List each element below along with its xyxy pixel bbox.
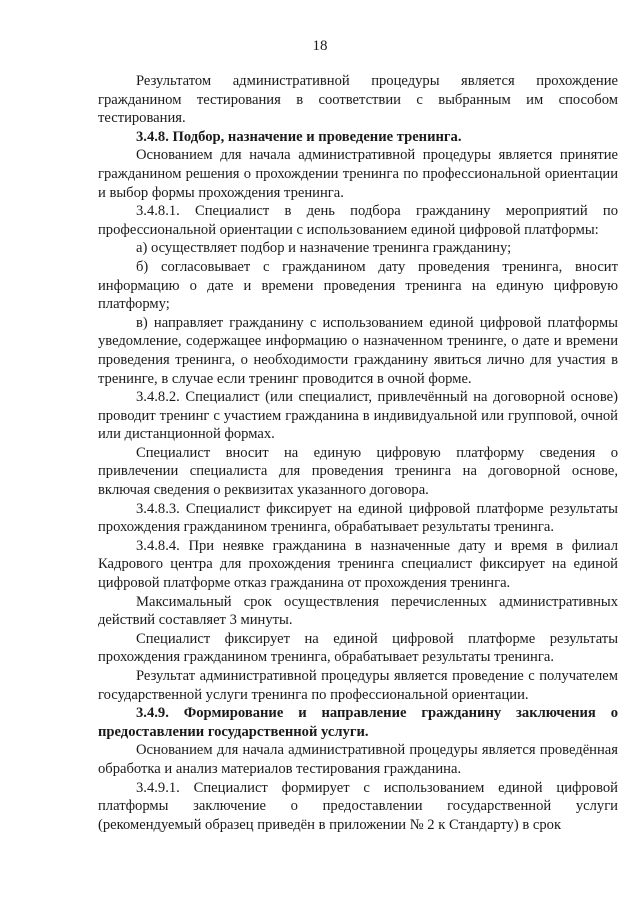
list-item-v: в) направляет гражданину с использованием единой цифровой платформы уведомление, содержащее информацию о назначенном тренинге, о дате и времени проведения тренинга, о необходимости гражданину явиться лично для участия в тренинге, в случае если тренинг проводится в очной форме. [98,314,618,387]
paragraph-result-training: Результат административной процедуры является проведение с получателем государственной услуги тренинга по профессиональной ориентации. [98,668,618,703]
paragraph-basis-training: Основанием для начала административной процедуры является принятие гражданином решения о прохождении тренинга по профессиональной ориентации и выбор формы прохождения тренинга. [98,147,618,201]
paragraph-3-4-8-4: 3.4.8.4. При неявке гражданина в назначенные дату и время в филиал Кадрового центра для прохождения тренинга специалист фиксирует на единой цифровой платформе отказ гражданина от прохождения тренинга. [98,537,618,592]
paragraph-3-4-8-1: 3.4.8.1. Специалист в день подбора гражданину мероприятий по профессиональной ориентации с использованием единой цифровой платформы: [98,203,618,238]
paragraph-basis-conclusion: Основанием для начала административной процедуры является проведённая обработка и анализ материалов тестирования гражданина. [98,742,618,777]
paragraph-3-4-8-2: 3.4.8.2. Специалист (или специалист, привлечённый на договорной основе) проводит тренинг с участием гражданина в индивидуальной или групповой, очной или дистанционной формах. [98,389,618,443]
document-body [98,72,618,834]
paragraph-3-4-9-1: 3.4.9.1. Специалист формирует с использованием единой цифровой платформы заключение о предоставлении государственной услуги (рекомендуемый образец приведён в приложении № 2 к Стандарту) в срок [98,779,618,833]
list-item-b: б) согласовывает с гражданином дату проведения тренинга, вносит информацию о дате и времени проведения тренинга на единую цифровую платформу; [98,258,618,313]
paragraph-specialist-contract: Специалист вносит на единую цифровую платформу сведения о привлечении специалиста для проведения тренинга на договорной основе, включая сведения о реквизитах указанного договора. [98,444,618,499]
section-heading-3-4-8: 3.4.8. Подбор, назначение и проведение тренинга. [136,128,462,145]
list-item-a: а) осуществляет подбор и назначение тренинга гражданину; [136,240,512,257]
paragraph-max-time: Максимальный срок осуществления перечисленных административных действий составляет 3 минуты. [98,593,618,629]
paragraph-result-testing: Результатом административной процедуры является прохождение гражданином тестирования в соответствии с выбранным им способом тестирования. [98,73,618,127]
paragraph-3-4-8-3: 3.4.8.3. Специалист фиксирует на единой цифровой платформе результаты прохождения гражданином тренинга, обрабатывает результаты тренинга. [98,500,618,536]
paragraph-specialist-records: Специалист фиксирует на единой цифровой платформе результаты прохождения гражданином тренинга, обрабатывает результаты тренинга. [98,630,618,666]
section-heading-3-4-9: 3.4.9. Формирование и направление гражданину заключения о предоставлении государственной услуги. [98,705,618,740]
page-number: 18 [312,38,328,54]
